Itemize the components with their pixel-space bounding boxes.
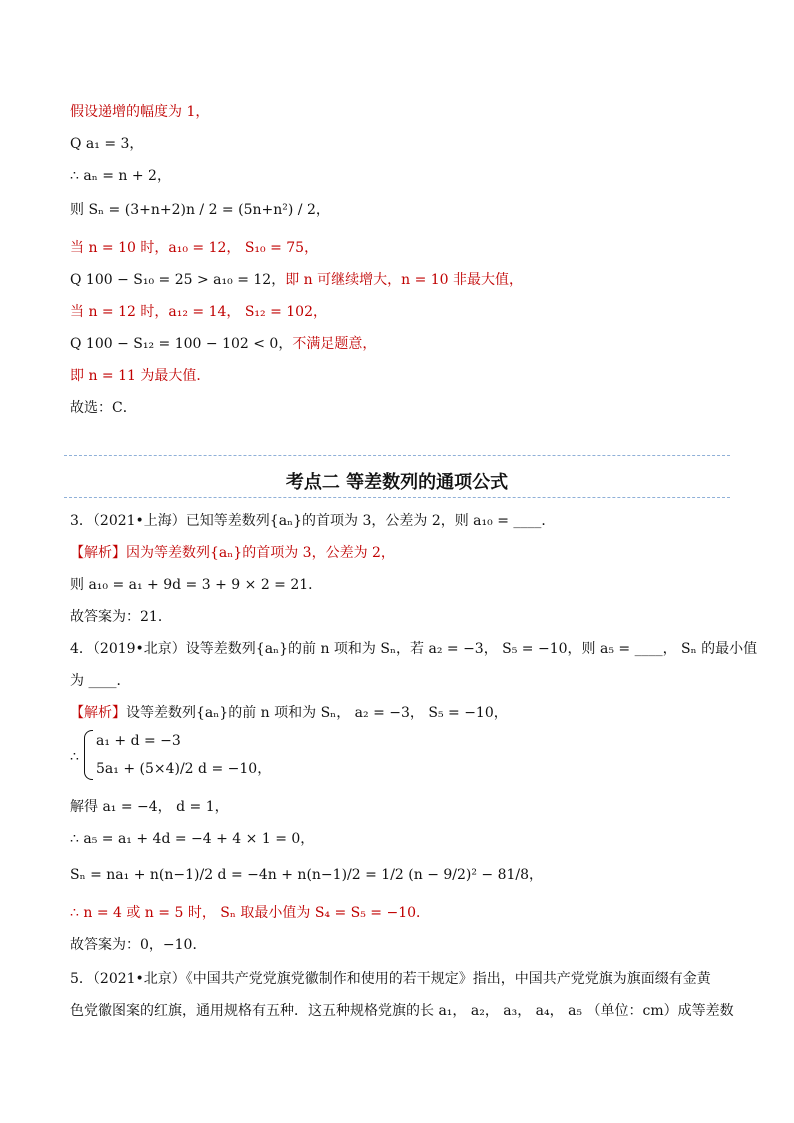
solution-line-8 — [70, 335, 376, 353]
solution-line-5: 当 n = 10 时，a₁₀ = 12， S₁₀ = 75， — [70, 240, 319, 256]
q4-system-eq-2 — [96, 760, 271, 778]
q3-stem: 3．（2021•上海）已知等差数列{aₙ}的首项为 3，公差为 2，则 a₁₀ = ____． — [70, 513, 556, 529]
q3-step: 则 a₁₀ = a₁ + 9d = 3 + 9 × 2 = 21． — [70, 577, 323, 593]
q3-analysis-text: 因为等差数列{aₙ}的首项为 3，公差为 2， — [126, 545, 395, 561]
q4-answer: 故答案为：0，−10． — [70, 937, 207, 953]
solution-line-9: 即 n = 11 为最大值． — [70, 368, 211, 384]
section-divider-top — [64, 455, 730, 456]
solution-line-8-text: 不满足题意， — [292, 336, 377, 352]
q4-system-eq-1: a₁ + d = −3 — [96, 733, 181, 749]
system-brace — [84, 730, 93, 780]
solution-line-10: 故选：C． — [70, 400, 137, 416]
solution-line-3: ∴ aₙ = n + 2， — [70, 168, 171, 184]
solution-line-8-math: Q 100 − S₁₂ = 100 − 102 < 0， — [70, 336, 293, 352]
q5-stem-line-2: 色党徽图案的红旗，通用规格有五种．这五种规格党旗的长 a₁， a₂， a₃， a₄， a₅ （单位：cm）成等差数 — [70, 1003, 734, 1019]
solution-line-1: 假设递增的幅度为 1， — [70, 104, 210, 120]
q4-analysis-text: 设等差数列{aₙ}的前 n 项和为 Sₙ， a₂ = −3， S₅ = −10， — [126, 705, 508, 721]
solution-line-2: Q a₁ = 3， — [70, 136, 144, 152]
q4-sn-formula: Sₙ = na₁ + n(n−1)/2 d = −4n + n(n−1)/2 = 1/2 (n − 9/2)² − 81/8， — [70, 867, 544, 883]
q4-analysis — [70, 704, 508, 722]
q3-analysis-tag: 【解析】 — [70, 545, 126, 561]
section-divider-bottom — [64, 497, 730, 498]
solution-line-6 — [70, 271, 523, 289]
q4-solve: 解得 a₁ = −4， d = 1， — [70, 799, 229, 815]
q4-analysis-tag: 【解析】 — [70, 705, 126, 721]
q4-therefore-symbol: ∴ — [70, 749, 79, 765]
section-title: 考点二 等差数列的通项公式 — [285, 472, 509, 493]
q3-analysis — [70, 544, 395, 562]
q3-answer: 故答案为：21． — [70, 609, 172, 625]
solution-line-7: 当 n = 12 时，a₁₂ = 14， S₁₂ = 102， — [70, 304, 327, 320]
q4-stem-line-1: 4．（2019•北京）设等差数列{aₙ}的前 n 项和为 Sₙ，若 a₂ = −3， S₅ = −10，则 a₅ = ____， Sₙ 的最小值 — [70, 641, 758, 657]
solution-line-6-math: Q 100 − S₁₀ = 25 > a₁₀ = 12， — [70, 272, 286, 288]
solution-line-4: 则 Sₙ = (3+n+2)n / 2 = (5n+n²) / 2， — [70, 202, 330, 218]
q4-system-comma: ， — [257, 761, 272, 777]
q5-stem-line-1: 5．（2021•北京）《中国共产党党旗党徽制作和使用的若干规定》指出，中国共产党党旗为旗面缀有金黄 — [70, 971, 711, 987]
q4-a5: ∴ a₅ = a₁ + 4d = −4 + 4 × 1 = 0， — [70, 831, 315, 847]
solution-line-6-text: 即 n 可继续增大，n = 10 非最大值， — [285, 272, 524, 288]
q4-system-eq-2-text: 5a₁ + (5×4)/2 d = −10 — [96, 761, 258, 777]
q4-stem-line-2: 为 ____． — [70, 673, 131, 689]
q4-minimum: ∴ n = 4 或 n = 5 时， Sₙ 取最小值为 S₄ = S₅ = −10． — [70, 905, 431, 921]
